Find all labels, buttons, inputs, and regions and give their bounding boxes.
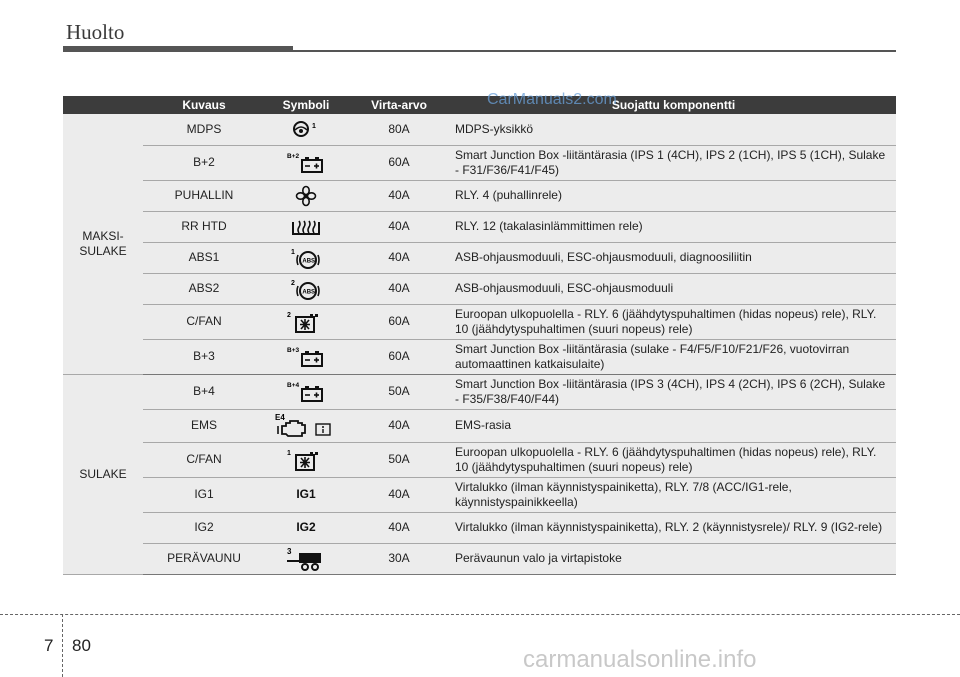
row-desc: EMS: [143, 409, 265, 442]
row-amps: 40A: [347, 409, 451, 442]
table-row: [63, 242, 896, 273]
row-amps: 50A: [347, 374, 451, 409]
icon-badge: 3: [287, 546, 292, 556]
svg-text:ABS: ABS: [302, 258, 316, 264]
row-symbol: [265, 145, 347, 180]
row-amps: 40A: [347, 477, 451, 512]
row-component: Virtalukko (ilman käynnistyspainiketta), RLY. 7/8 (ACC/IG1-rele, käynnistyspainikkeella): [451, 477, 896, 512]
table-row: [63, 477, 896, 512]
row-component: Virtalukko (ilman käynnistyspainiketta), RLY. 2 (käynnistysrele)/ RLY. 9 (IG2-rele): [451, 512, 896, 543]
row-component: ASB-ohjausmoduuli, ESC-ohjausmoduuli, diagnoosiliitin: [451, 242, 896, 273]
table-row: [63, 374, 896, 409]
footer-watermark: carmanualsonline.info: [523, 646, 757, 673]
table-row: [63, 211, 896, 242]
row-symbol: [265, 211, 347, 242]
row-component: Euroopan ulkopuolella - RLY. 6 (jäähdytyspuhaltimen (hidas nopeus) rele), RLY. 10 (jäähdytyspuhaltimen (suuri nopeus) rele): [451, 304, 896, 339]
row-symbol: [265, 339, 347, 374]
icon-badge: 1: [312, 123, 316, 131]
table-row: [63, 543, 896, 574]
header-bar: [63, 46, 293, 52]
group-label: MAKSI- SULAKE: [63, 114, 143, 374]
header-rule: [293, 50, 896, 52]
abs-icon: [286, 277, 326, 301]
row-desc: ABS2: [143, 273, 265, 304]
table-row: [63, 409, 896, 442]
row-symbol: [265, 374, 347, 409]
battery-icon: [284, 345, 328, 369]
row-desc: MDPS: [143, 114, 265, 145]
engine-icon: [274, 412, 338, 440]
row-symbol: [265, 442, 347, 477]
row-desc: IG2: [143, 512, 265, 543]
header-symboli: Symboli: [265, 96, 347, 114]
header-virta-arvo: Virta-arvo: [347, 96, 451, 114]
page-title: Huolto: [66, 20, 125, 44]
table-row: [63, 273, 896, 304]
row-desc: B+4: [143, 374, 265, 409]
row-component: Smart Junction Box -liitäntärasia (sulake - F4/F5/F10/F21/F26, vuotovirran automaattinen katkaisulaite): [451, 339, 896, 374]
icon-badge: 2: [291, 279, 295, 287]
footer-rule: [0, 614, 960, 615]
table-header-row: [63, 96, 896, 114]
table-row: [63, 304, 896, 339]
row-component: ASB-ohjausmoduuli, ESC-ohjausmoduuli: [451, 273, 896, 304]
group-label: SULAKE: [63, 374, 143, 574]
page-number: 80: [72, 636, 91, 655]
row-component: Smart Junction Box -liitäntärasia (IPS 1 (4CH), IPS 2 (1CH), IPS 5 (1CH), Sulake - F31/F36/F41/F45): [451, 145, 896, 180]
row-symbol: [265, 304, 347, 339]
ig-text-icon: IG1: [296, 487, 316, 502]
battery-icon: [284, 151, 328, 175]
trailer-icon: [283, 546, 329, 572]
row-symbol: [265, 512, 347, 543]
row-component: RLY. 4 (puhallinrele): [451, 180, 896, 211]
cooling-fan-icon: [284, 309, 328, 335]
row-symbol: [265, 114, 347, 145]
icon-badge: E4: [275, 412, 285, 422]
row-symbol: [265, 477, 347, 512]
row-symbol: [265, 543, 347, 574]
header-suojattu-komponentti: Suojattu komponentti: [451, 96, 896, 114]
row-component: Euroopan ulkopuolella - RLY. 6 (jäähdytyspuhaltimen (hidas nopeus) rele), RLY. 10 (jäähdytyspuhaltimen (suuri nopeus) rele): [451, 442, 896, 477]
watermark: CarManuals2.com: [487, 91, 617, 108]
row-amps: 40A: [347, 211, 451, 242]
row-desc: RR HTD: [143, 211, 265, 242]
row-symbol: [265, 242, 347, 273]
row-desc: PUHALLIN: [143, 180, 265, 211]
row-component: RLY. 12 (takalasinlämmittimen rele): [451, 211, 896, 242]
rear-defrost-icon: [286, 216, 326, 238]
abs-icon: [286, 246, 326, 270]
row-amps: 40A: [347, 512, 451, 543]
battery-icon: [284, 380, 328, 404]
row-component: MDPS-yksikkö: [451, 114, 896, 145]
row-symbol: [265, 409, 347, 442]
row-desc: C/FAN: [143, 442, 265, 477]
row-desc: PERÄVAUNU: [143, 543, 265, 574]
fan-icon: [294, 185, 318, 207]
table-row: [63, 442, 896, 477]
row-amps: 40A: [347, 180, 451, 211]
row-amps: 40A: [347, 273, 451, 304]
table-row: [63, 180, 896, 211]
icon-badge: 1: [287, 449, 291, 457]
fuse-table: [63, 96, 896, 575]
table-row: [63, 512, 896, 543]
icon-badge: B+3: [287, 346, 300, 354]
svg-text:ABS: ABS: [302, 289, 316, 295]
icon-badge: 1: [291, 248, 295, 256]
table-row: [63, 145, 896, 180]
icon-badge: 2: [287, 311, 291, 319]
chapter-number: 7: [44, 636, 54, 655]
row-symbol: [265, 180, 347, 211]
row-amps: 60A: [347, 339, 451, 374]
row-desc: B+2: [143, 145, 265, 180]
row-desc: C/FAN: [143, 304, 265, 339]
table-row: [63, 339, 896, 374]
icon-badge: B+2: [287, 152, 300, 160]
row-amps: 80A: [347, 114, 451, 145]
row-amps: 40A: [347, 242, 451, 273]
row-symbol: [265, 273, 347, 304]
header-kuvaus: Kuvaus: [143, 96, 265, 114]
row-component: Smart Junction Box -liitäntärasia (IPS 3 (4CH), IPS 4 (2CH), IPS 6 (2CH), Sulake - F35/F38/F40/F44): [451, 374, 896, 409]
row-component: Perävaunun valo ja virtapistoke: [451, 543, 896, 574]
header-group: [63, 96, 143, 114]
row-desc: IG1: [143, 477, 265, 512]
row-desc: B+3: [143, 339, 265, 374]
row-amps: 60A: [347, 304, 451, 339]
row-amps: 30A: [347, 543, 451, 574]
row-amps: 60A: [347, 145, 451, 180]
mdps-icon: [286, 118, 326, 140]
row-desc: ABS1: [143, 242, 265, 273]
row-component: EMS-rasia: [451, 409, 896, 442]
icon-badge: B+4: [287, 381, 300, 389]
row-amps: 50A: [347, 442, 451, 477]
ig-text-icon: IG2: [296, 520, 316, 535]
footer-divider: [62, 614, 63, 677]
table-row: [63, 114, 896, 145]
cooling-fan-icon: [284, 447, 328, 473]
